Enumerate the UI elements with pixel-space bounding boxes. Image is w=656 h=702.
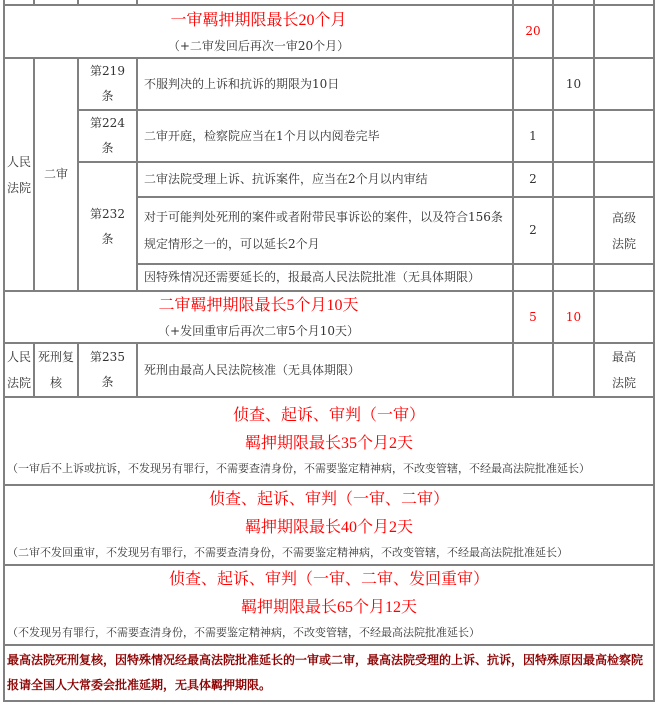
total-note: （一审后不上诉或抗诉，不发现另有罪行，不需要查清身份，不需要鉴定精神病，不改变管辖，不经最高法院批准延长） [7, 462, 590, 475]
death-review-row [4, 343, 654, 397]
second-instance-summary-title: 二审羁押期限最长5个月10天 [158, 297, 359, 314]
first-instance-months: 20 [513, 5, 553, 58]
total-subtitle: 羁押期限最长40个月2天 [244, 519, 413, 536]
total-row-first-instance [4, 397, 654, 485]
approver-value: 高级法院 [594, 197, 654, 264]
table-row [4, 162, 654, 197]
first-instance-approver [594, 5, 654, 58]
total-cell [4, 485, 654, 565]
death-review-text: 死刑由最高人民法院核准（无具体期限） [137, 343, 513, 397]
total-cell [4, 565, 654, 645]
total-subtitle: 羁押期限最长35个月2天 [244, 435, 413, 452]
days-value [553, 264, 594, 291]
months-value: 2 [513, 197, 553, 264]
footer-note: 最高法院死刑复核，因特殊情况经最高法院批准延长的一审或二审，最高法院受理的上诉、抗诉，因特殊原因最高检察院报请全国人大常委会批准延期，无具体羁押期限。 [4, 645, 654, 701]
months-value [513, 58, 553, 110]
death-review-approver: 最高法院 [594, 343, 654, 397]
article-text: 二审开庭，检察院应当在1个月以内阅卷完毕 [137, 110, 513, 162]
table-row [4, 58, 654, 110]
days-value [553, 162, 594, 197]
total-note: （二审不发回重审，不发现另有罪行，不需要查清身份，不需要鉴定精神病，不改变管辖，不经最高法院批准延长） [7, 546, 568, 559]
second-instance-months: 5 [513, 291, 553, 343]
total-row-second-instance [4, 485, 654, 565]
first-instance-summary-note: （+二审发回后再次一审20个月） [167, 38, 350, 53]
second-instance-approver [594, 291, 654, 343]
article-text: 二审法院受理上诉、抗诉案件，应当在2个月以内审结 [137, 162, 513, 197]
second-instance-summary-cell [4, 291, 513, 343]
article-text: 因特殊情况还需要延长的，报最高人民法院批准（无具体期限） [137, 264, 513, 291]
second-instance-days: 10 [553, 291, 594, 343]
article-text: 不服判决的上诉和抗诉的期限为10日 [137, 58, 513, 110]
second-instance-summary-note: （+发回重审后再次二审5个月10天） [158, 324, 359, 338]
article-label: 第219条 [78, 58, 137, 110]
total-row-retrial [4, 565, 654, 645]
first-instance-summary-cell [4, 5, 513, 58]
approver-value [594, 264, 654, 291]
detention-limits-table [3, 0, 655, 702]
article-text: 对于可能判处死刑的案件或者附带民事诉讼的案件，以及符合156条规定情形之一的，可以延长2个月 [137, 197, 513, 264]
approver-value [594, 162, 654, 197]
total-title: 侦查、起诉、审判（一审） [232, 407, 425, 424]
death-review-court: 人民法院 [4, 343, 34, 397]
months-value: 2 [513, 162, 553, 197]
death-review-stage: 死刑复核 [34, 343, 78, 397]
first-instance-days [553, 5, 594, 58]
months-value [513, 264, 553, 291]
days-value [553, 110, 594, 162]
table-row [4, 110, 654, 162]
death-review-days [553, 343, 594, 397]
months-value: 1 [513, 110, 553, 162]
approver-value [594, 58, 654, 110]
total-title: 侦查、起诉、审判（一审、二审、发回重审） [168, 571, 489, 588]
stage-label: 二审 [34, 58, 78, 291]
total-note: （不发现另有罪行，不需要查清身份，不需要鉴定精神病，不改变管辖，不经最高法院批准延长） [7, 626, 480, 639]
article-label: 第224条 [78, 110, 137, 162]
death-review-article: 第235条 [78, 343, 137, 397]
death-review-months [513, 343, 553, 397]
days-value [553, 197, 594, 264]
court-label: 人民法院 [4, 58, 34, 291]
days-value: 10 [553, 58, 594, 110]
first-instance-summary-title: 一审羁押期限最长20个月 [170, 11, 347, 29]
approver-value [594, 110, 654, 162]
second-instance-summary-row [4, 291, 654, 343]
total-title: 侦查、起诉、审判（一审、二审） [208, 491, 449, 508]
article-label: 第232条 [78, 162, 137, 291]
footer-note-row [4, 645, 654, 701]
total-cell [4, 397, 654, 485]
total-subtitle: 羁押期限最长65个月12天 [240, 599, 417, 616]
first-instance-summary-row [4, 5, 654, 58]
